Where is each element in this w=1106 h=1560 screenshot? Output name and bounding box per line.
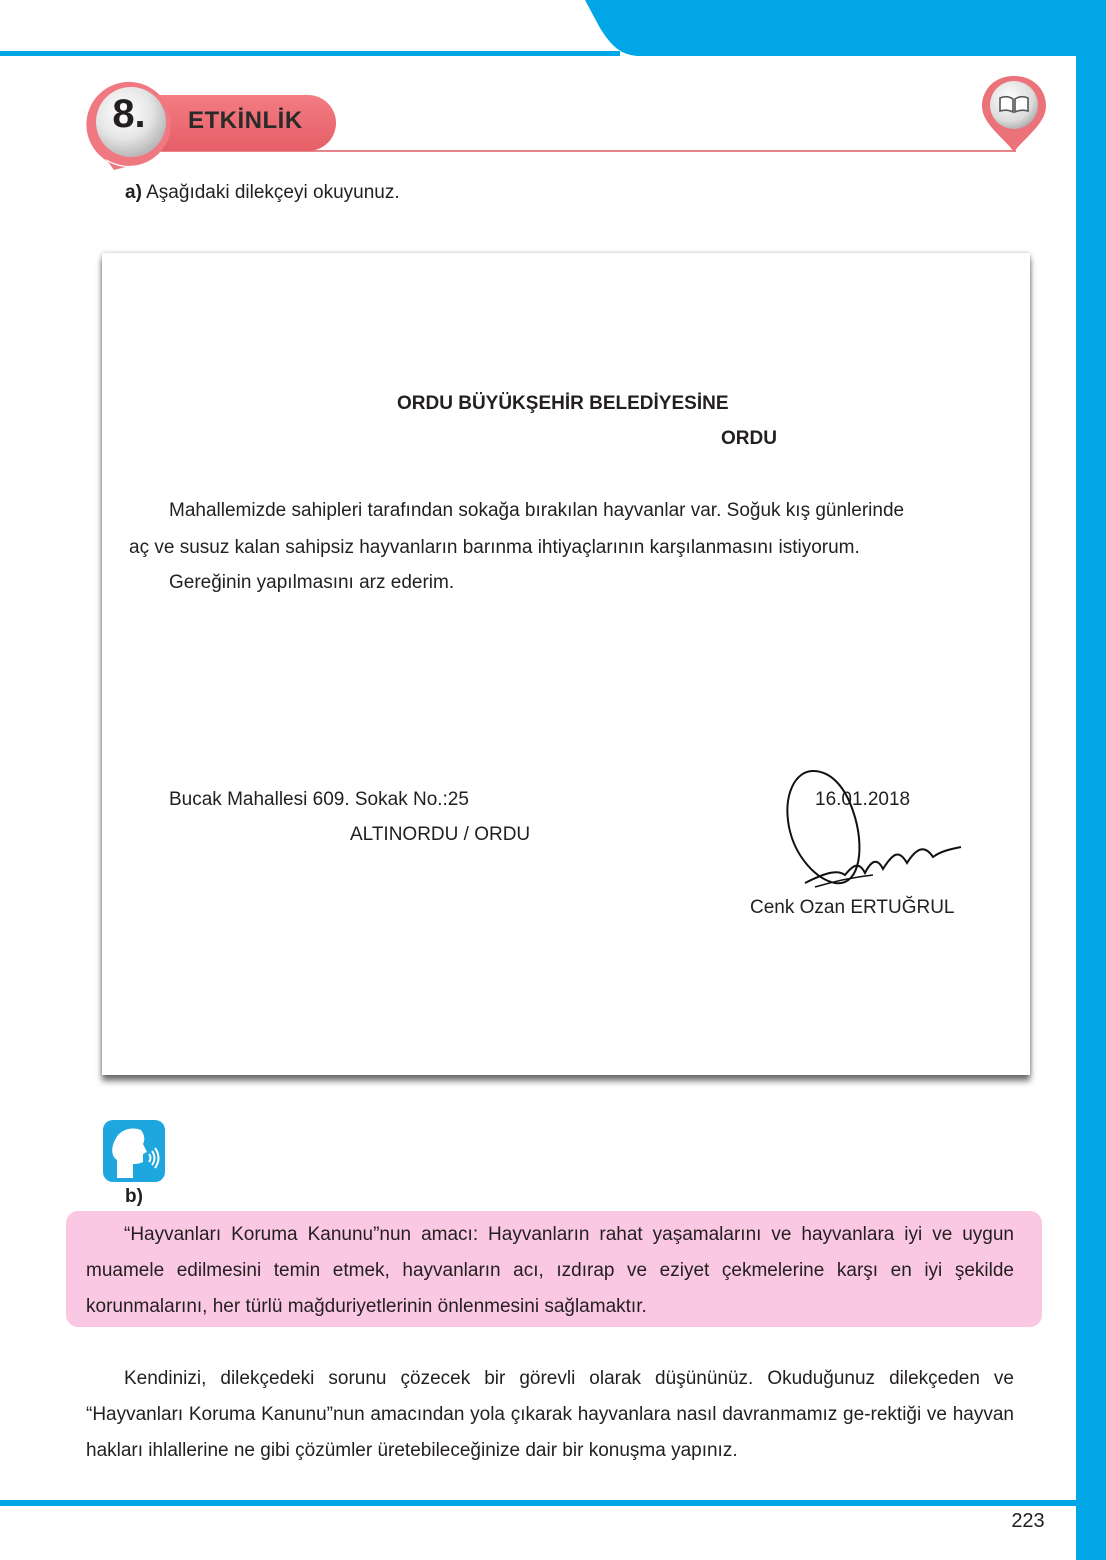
task-text-content: Kendinizi, dilekçedeki sorunu çözecek bir görevli olarak düşününüz. Okuduğunuz dilekçeden ve “Hayvanları Koruma Kanunu”nun amacından yola çıkarak hayvanlara nasıl davranmamız ge-rektiği ve hayvan hakları ihlallerine ne gibi çözümler üretebileceğinize dair bir konuşma yapınız. [86, 1368, 1014, 1461]
law-text-content: “Hayvanları Koruma Kanunu”nun amacı: Hayvanların rahat yaşamalarını ve hayvanlara iyi ve uygun muamele edilmesini temin etmek, hayvanların acı, ızdırap ve eziyet çekmelerine karşı en iyi şekilde korunmalarını, her türlü mağduriyetlerinin önlenmesini sağlamaktır. [86, 1224, 1014, 1317]
section-b-label: b) [125, 1186, 143, 1207]
petition-date: 16.01.2018 [815, 789, 911, 810]
task-text [86, 1361, 1014, 1469]
speaking-head-icon [103, 1120, 165, 1182]
petition-address-line1: Bucak Mahallesi 609. Sokak No.:25 [169, 789, 469, 810]
petition-body-line1: Mahallemizde sahipleri tarafından sokağa bırakılan hayvanlar var. Soğuk kış günlerinde [169, 500, 905, 521]
petition-closing: Gereğinin yapılmasını arz ederim. [169, 572, 455, 593]
signature-icon [775, 765, 975, 895]
page-number: 223 [1011, 1510, 1045, 1532]
petition-paper [102, 253, 1030, 1075]
petition-recipient-city: ORDU [721, 428, 777, 449]
instruction-a [125, 182, 400, 204]
top-banner [0, 0, 1106, 60]
book-pin-icon [978, 74, 1050, 154]
petition-address-line2: ALTINORDU / ORDU [350, 824, 531, 845]
right-side-bar [1076, 56, 1106, 1560]
instruction-a-prefix: a) [125, 182, 142, 203]
petition-recipient: ORDU BÜYÜKŞEHİR BELEDİYESİNE [397, 393, 729, 414]
bottom-rule [0, 1500, 1080, 1506]
law-text [86, 1217, 1014, 1325]
activity-label: ETKİNLİK [188, 107, 303, 134]
activity-number: 8. [112, 92, 146, 136]
petition-body-line2: aç ve susuz kalan sahipsiz hayvanların barınma ihtiyaçlarının karşılanmasını istiyorum. [129, 537, 860, 558]
instruction-a-text: Aşağıdaki dilekçeyi okuyunuz. [141, 182, 400, 203]
petition-signer: Cenk Ozan ERTUĞRUL [750, 897, 955, 918]
